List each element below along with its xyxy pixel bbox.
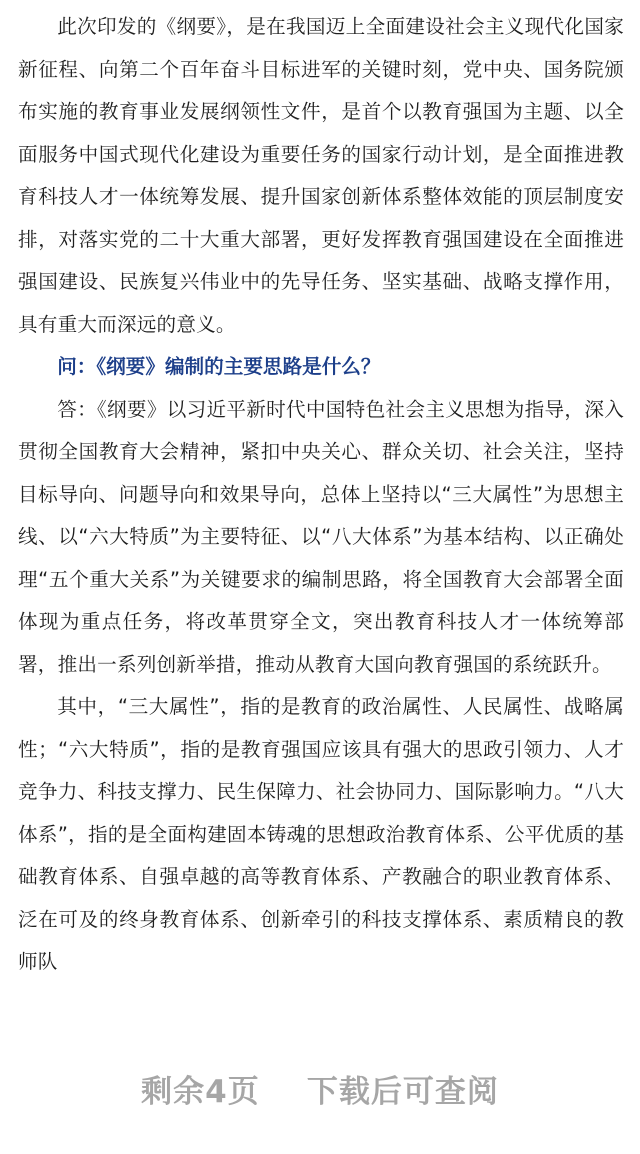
article-paragraph: 其中，“三大属性”，指的是教育的政治属性、人民属性、战略属性；“六大特质”，指的是教育强国应该具有强大的思政引领力、人才竞争力、科技支撑力、民生保障力、社会协同力、国际影响力。“八大体系”，指的是全面构建固本铸魂的思想政治教育体系、公平优质的基础教育体系、自强卓越的高等教育体系、产教融合的职业教育体系、泛在可及的终身教育体系、创新牵引的科技支撑体系、素质精良的教师队 [18,695,624,973]
article-paragraph: 此次印发的《纲要》，是在我国迈上全面建设社会主义现代化国家新征程、向第二个百年奋斗目标进军的关键时刻，党中央、国务院颁布实施的教育事业发展纲领性文件，是首个以教育强国为主题、以全面服务中国式现代化建设为重要任务的国家行动计划，是全面推进教育科技人才一体统筹发展、提升国家创新体系整体效能的顶层制度安排，对落实党的二十大重大部署，更好发挥教育强国建设在全面推进强国建设、民族复兴伟业中的先导任务、坚实基础、战略支撑作用，具有重大而深远的意义。 [18,15,624,336]
remaining-pages-notice: 剩余4页 下载后可查阅 [141,1074,499,1110]
answer-paragraph: 答：《纲要》以习近平新时代中国特色社会主义思想为指导，深入贯彻全国教育大会精神，紧扣中央关心、群众关切、社会关注，坚持目标导向、问题导向和效果导向，总体上坚持以“三大属性”为思想主线、以“六大特质”为主要特征、以“八大体系”为基本结构、以正确处理“五个重大关系”为关键要求的编制思路，将全国教育大会部署全面体现为重点任务，将改革贯穿全文，突出教育科技人才一体统筹部署，推出一系列创新举措，推动从教育大国向教育强国的系统跃升。 [18,397,624,676]
article-body [18,6,624,984]
question-heading: 问：《纲要》编制的主要思路是什么？ [57,355,381,378]
